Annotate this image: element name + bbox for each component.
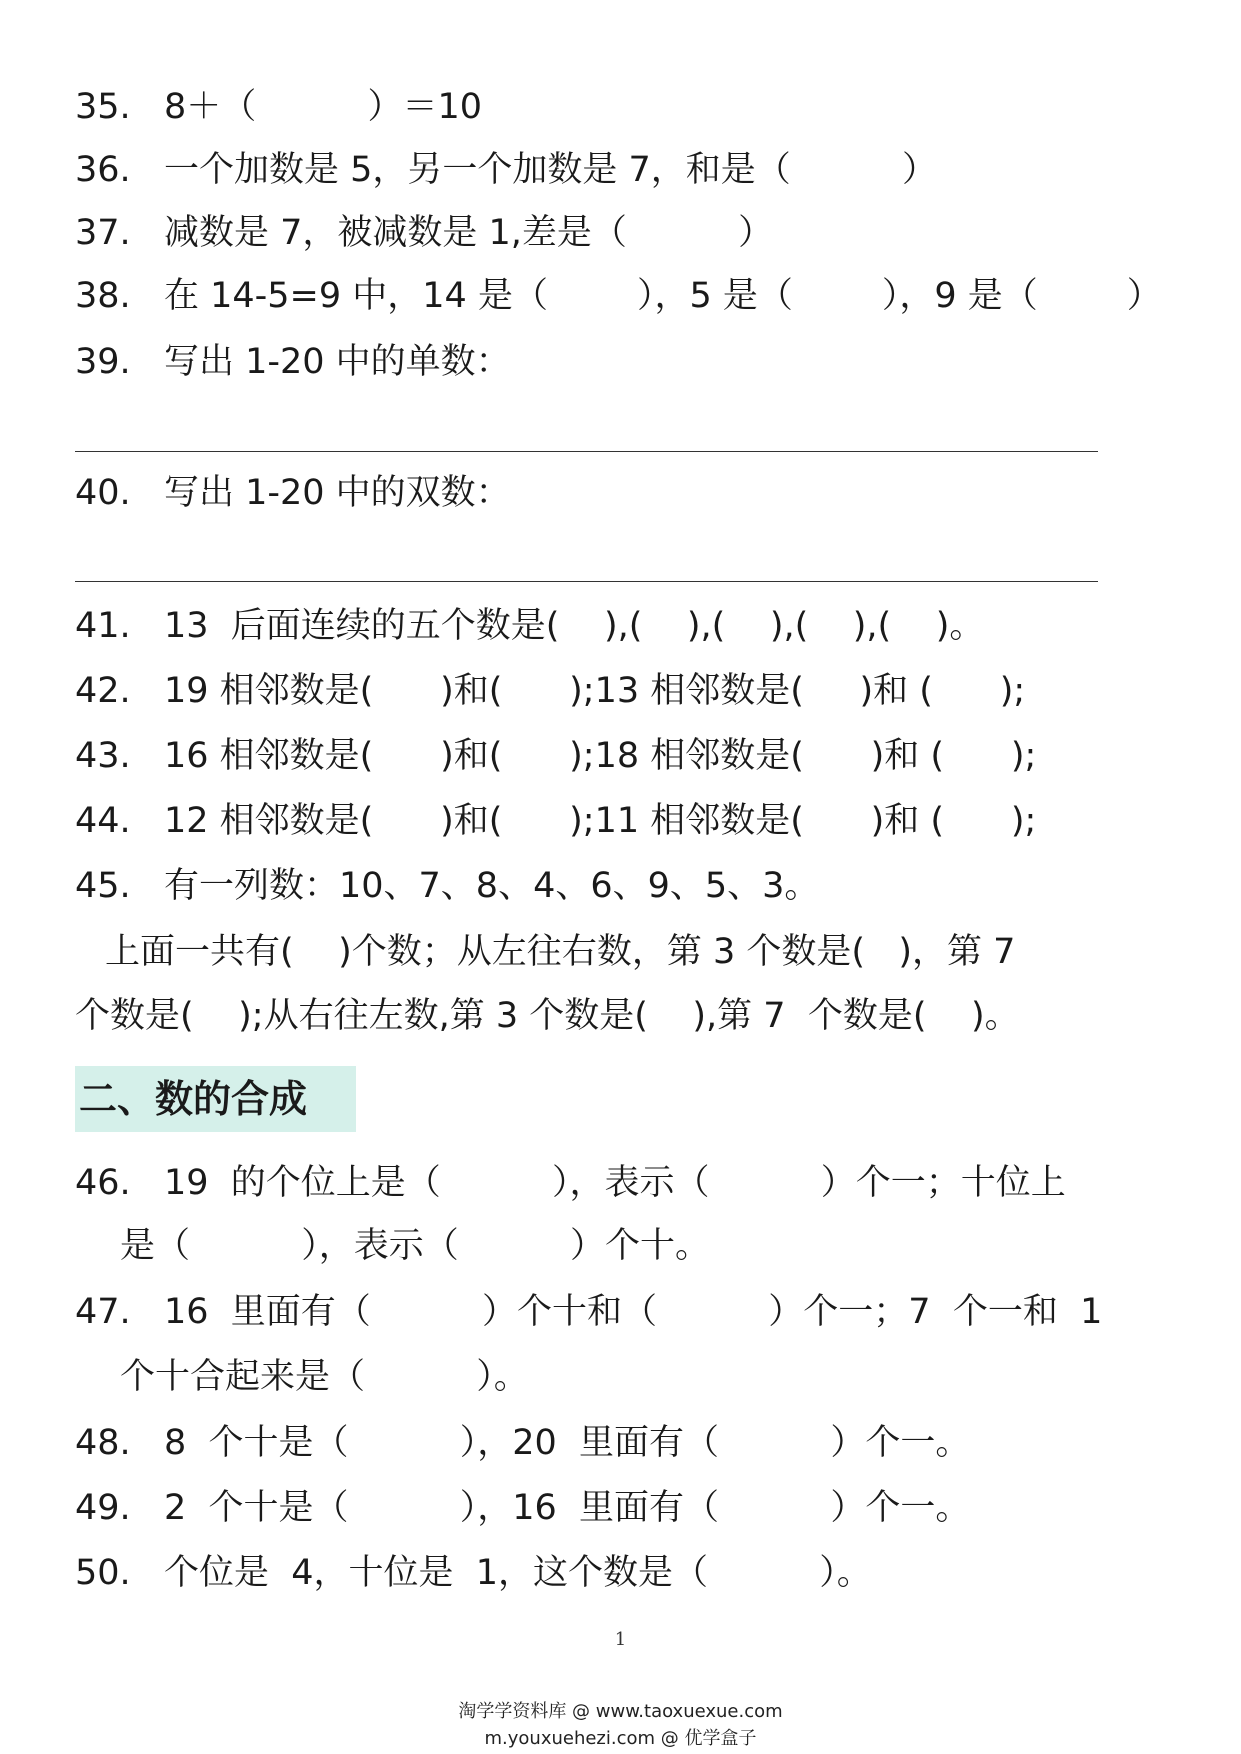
- question-text: 一个加数是 5，另一个加数是 7，和是（ ）: [164, 150, 938, 190]
- question-text: 有一列数：10、7、8、4、6、9、5、3。: [164, 866, 820, 906]
- question-number: 38.: [75, 276, 131, 316]
- question-number: 35.: [75, 87, 131, 127]
- question-47: [75, 1289, 1181, 1335]
- question-35: [75, 84, 1181, 130]
- question-43: [75, 733, 1181, 779]
- question-number: 43.: [75, 736, 131, 776]
- question-45: [75, 863, 1181, 909]
- question-40: [75, 470, 1181, 516]
- question-number: 49.: [75, 1488, 131, 1528]
- question-number: 45.: [75, 866, 131, 906]
- question-text: 在 14-5=9 中，14 是（ ），5 是（ ），9 是（ ）: [164, 276, 1162, 316]
- question-text: 19 的个位上是（ ），表示（ ）个一；十位上: [164, 1163, 1066, 1203]
- question-text: 写出 1-20 中的双数：: [164, 473, 511, 513]
- question-text: 2 个十是（ ），16 里面有（ ）个一。: [164, 1488, 971, 1528]
- question-number: 48.: [75, 1423, 131, 1463]
- question-46: [75, 1160, 1181, 1206]
- question-45-continuation: [105, 929, 1181, 975]
- question-number: 36.: [75, 150, 131, 190]
- question-39: [75, 339, 1181, 385]
- question-text: 16 相邻数是( )和( );18 相邻数是( )和 ( );: [164, 736, 1037, 776]
- question-44: [75, 798, 1181, 844]
- question-text: 8 个十是（ ），20 里面有（ ）个一。: [164, 1423, 971, 1463]
- question-number: 46.: [75, 1163, 131, 1203]
- question-text: 是（ ），表示（ ）个十。: [120, 1226, 711, 1266]
- question-number: 41.: [75, 606, 131, 646]
- question-number: 39.: [75, 342, 131, 382]
- question-38: [75, 273, 1181, 319]
- answer-line-40: [75, 581, 1098, 582]
- question-48: [75, 1420, 1181, 1466]
- question-number: 44.: [75, 801, 131, 841]
- question-text: 个位是 4，十位是 1，这个数是（ ）。: [164, 1553, 872, 1593]
- question-41: [75, 603, 1181, 649]
- question-number: 37.: [75, 213, 131, 253]
- question-42: [75, 668, 1181, 714]
- question-46-continuation: [120, 1223, 1181, 1269]
- answer-line-39: [75, 451, 1098, 452]
- question-text: 19 相邻数是( )和( );13 相邻数是( )和 ( );: [164, 671, 1026, 711]
- question-number: 40.: [75, 473, 131, 513]
- question-text: 个数是( );从右往左数,第 3 个数是( ),第 7 个数是( )。: [75, 996, 1020, 1036]
- question-text: 13 后面连续的五个数是( ),( ),( ),( ),( )。: [164, 606, 985, 646]
- question-36: [75, 147, 1181, 193]
- question-text: 个十合起来是（ ）。: [120, 1357, 529, 1397]
- question-text: 上面一共有( )个数；从左往右数，第 3 个数是( )，第 7: [105, 932, 1016, 972]
- question-number: 42.: [75, 671, 131, 711]
- question-number: 47.: [75, 1292, 131, 1332]
- section-title: 二、数的合成: [75, 1066, 356, 1132]
- question-text: 写出 1-20 中的单数：: [164, 342, 511, 382]
- question-45-continuation: [75, 993, 1181, 1039]
- question-37: [75, 210, 1181, 256]
- question-text: 8＋（ ）＝10: [164, 87, 483, 127]
- question-number: 50.: [75, 1553, 131, 1593]
- question-47-continuation: [120, 1354, 1181, 1400]
- question-text: 12 相邻数是( )和( );11 相邻数是( )和 ( );: [164, 801, 1037, 841]
- question-text: 16 里面有（ ）个十和（ ）个一；7 个一和 1: [164, 1292, 1103, 1332]
- question-49: [75, 1485, 1181, 1531]
- footer-watermark-line2: m.youxuehezi.com @ 优学盒子: [484, 1728, 757, 1749]
- page-number: 1: [614, 1629, 627, 1650]
- question-text: 减数是 7，被减数是 1,差是（ ）: [164, 213, 774, 253]
- footer-watermark-line1: 淘学学资料库 @ www.taoxuexue.com: [458, 1701, 783, 1722]
- question-50: [75, 1550, 1181, 1596]
